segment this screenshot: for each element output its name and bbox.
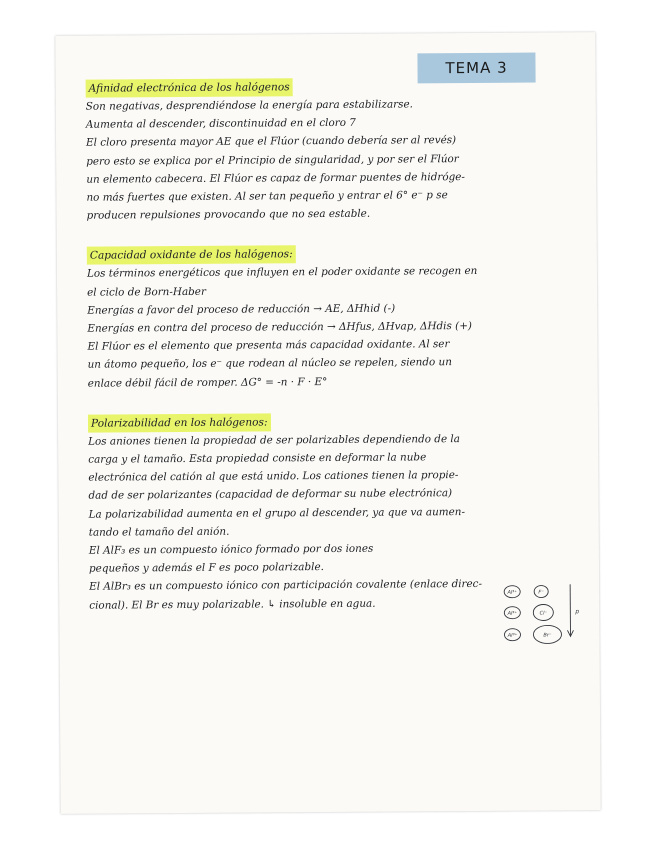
diagram-label: Cl⁻ [539, 610, 548, 617]
text-line: tando el tamaño del anión. [88, 525, 230, 539]
section-heading: Afinidad electrónica de los halógenos [86, 78, 293, 97]
notebook-page [55, 32, 600, 814]
text-line: pero esto se explica por el Principio de singularidad, y por ser el Flúor [86, 152, 459, 168]
section-heading: Polarizabilidad en los halógenos: [88, 413, 271, 432]
text-line: La polarizabilidad aumenta en el grupo al descender, ya que va aumen- [88, 505, 466, 521]
text-line: Energías en contra del proceso de reducción → ΔHfus, ΔHvap, ΔHdis (+) [87, 320, 472, 335]
text-line: electrónica del catión al que está unido. Los cationes tienen la propie- [88, 469, 459, 484]
diagram-label: Br⁻ [543, 632, 552, 639]
section-electron-affinity [86, 76, 565, 225]
text-line: un elemento cabecera. El Flúor es capaz de formar puentes de hidróge- [86, 170, 465, 186]
text-line: Los términos energéticos que influyen en el poder oxidante se recogen en [86, 265, 478, 281]
text-line: cional). El Br es muy polarizable. ↳ insoluble en agua. [89, 597, 376, 612]
text-line: producen repulsiones provocando que no sea estable. [86, 207, 371, 222]
text-line: Aumenta al descender, discontinuidad en el cloro 7 [85, 117, 356, 131]
text-line: Los aniones tienen la propiedad de ser polarizables dependiendo de la [88, 432, 460, 448]
notes-content [85, 76, 568, 639]
topic-tag: TEMA 3 [417, 53, 535, 84]
diagram-label: F⁻ [538, 589, 544, 596]
text-line: enlace débil fácil de romper. ΔG° = -n · F · E° [87, 375, 328, 390]
text-line: Energías a favor del proceso de reducción → AE, ΔHhid (-) [87, 302, 396, 317]
text-line: El AlF₃ es un compuesto iónico formado por dos iones [88, 542, 374, 557]
text-line: un átomo pequeño, los e⁻ que rodean al núcleo se repelen, siendo un [87, 356, 452, 372]
text-line: El cloro presenta mayor AE que el Flúor (cuando debería ser al revés) [85, 134, 457, 150]
ion-size-diagram [494, 580, 584, 651]
text-line: carga y el tamaño. Esta propiedad consiste en deformar la nube [88, 451, 427, 466]
text-line: no más fuertes que existen. Al ser tan pequeño y entrar el 6° e⁻ p se [86, 189, 448, 204]
section-heading: Capacidad oxidante de los halógenos: [87, 246, 296, 265]
diagram-label: Al³⁺ [507, 632, 518, 639]
text-line: El AlBr₃ es un compuesto iónico con participación covalente (enlace direc- [89, 578, 483, 594]
text-line: el ciclo de Born-Haber [87, 285, 206, 299]
diagram-label: Al³⁺ [507, 589, 517, 596]
text-line: El Flúor es el elemento que presenta más capacidad oxidante. Al ser [87, 338, 450, 353]
text-line: Son negativas, desprendiéndose la energía para estabilizarse. [85, 98, 413, 113]
diagram-label: Al³⁺ [507, 610, 518, 617]
text-line: dad de ser polarizantes (capacidad de deformar su nube electrónica) [88, 487, 453, 503]
text-line: pequeños y además el F es poco polarizable. [88, 561, 324, 575]
section-oxidizing-capacity [87, 244, 566, 393]
arrow-label: p [575, 608, 580, 616]
